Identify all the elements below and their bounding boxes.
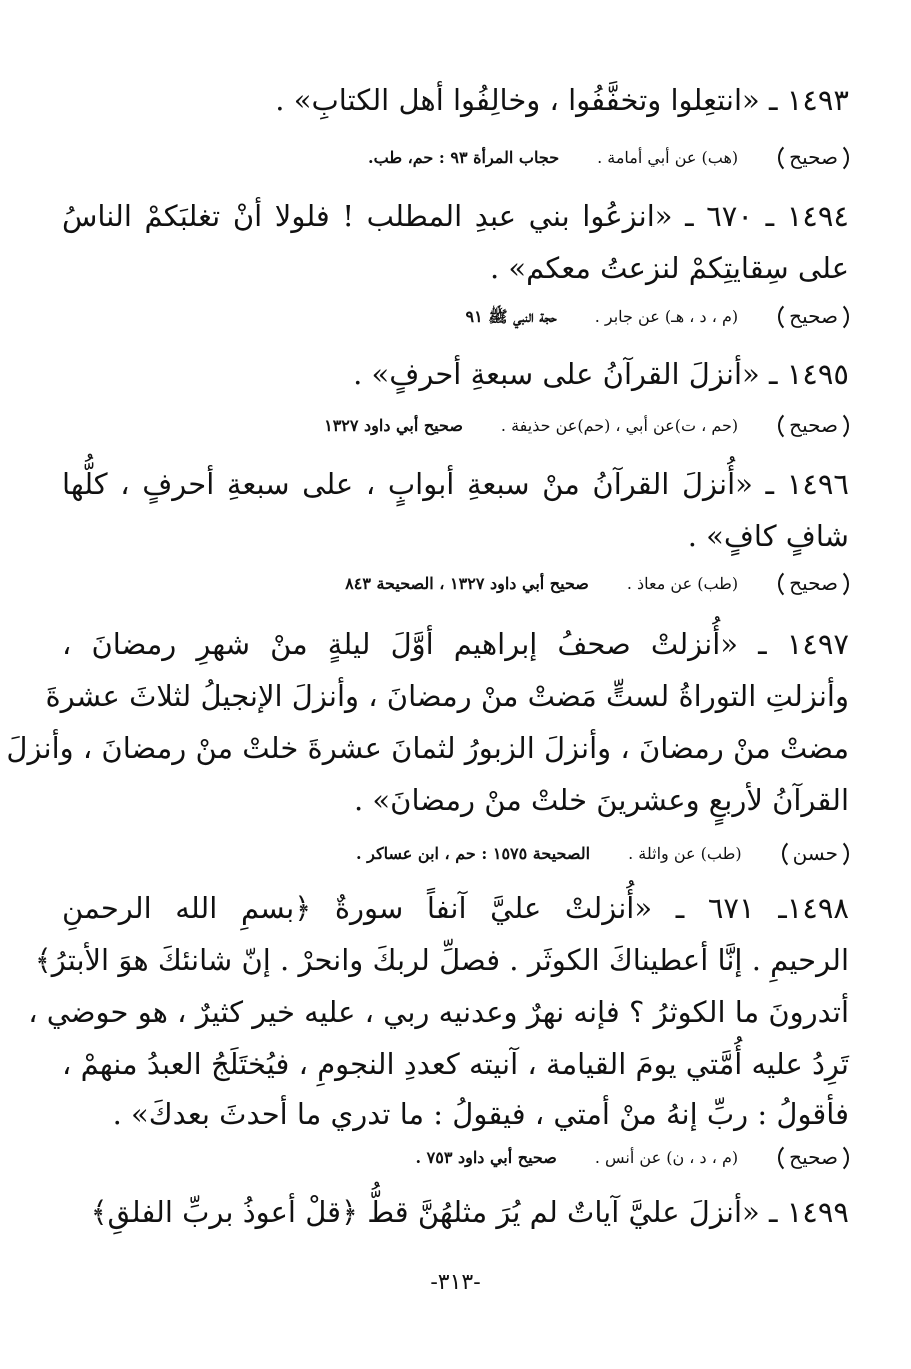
hadith-1493-source bbox=[62, 140, 849, 174]
hadith-1497-line-3: مضتْ منْ رمضانَ ، وأنزلَ الزبورُ لثمانَ عشرةَ خلتْ منْ رمضانَ ، وأنزلَ bbox=[6, 731, 849, 765]
hadith-1497-line-4: القرآنُ لأربعٍ وعشرينَ خلتْ منْ رمضانَ» . bbox=[354, 783, 849, 817]
grade-badge: صحيح bbox=[778, 142, 849, 174]
narrator-source: (حم ، ت)عن أبي ، (حم)عن حذيفة . bbox=[500, 415, 739, 435]
hadith-1498-line-3: أتدرونَ ما الكوثرُ ؟ فإنه نهرٌ وعدنيه ربي ، عليه خير كثيرٌ ، هو حوضي ، bbox=[28, 995, 849, 1029]
hadith-1496-line-1: ١٤٩٦ ـ «أُنزلَ القرآنُ منْ سبعةِ أبوابٍ ، على سبعةِ أحرفٍ ، كلُّها bbox=[62, 467, 849, 501]
narrator-source: (طب) عن واثلة . bbox=[628, 843, 742, 863]
reference: الصحيحة ١٥٧٥ : حم ، ابن عساكر . bbox=[356, 843, 591, 863]
reference: حجة النبي ﷺ ٩١ bbox=[465, 306, 557, 326]
page-number: -٣١٣- bbox=[430, 1270, 481, 1295]
narrator-source: (طب) عن معاذ . bbox=[626, 573, 739, 593]
grade-badge: صحيح bbox=[778, 568, 849, 600]
hadith-1496-source bbox=[62, 566, 849, 600]
hadith-1496-line-2: شافٍ كافٍ» . bbox=[687, 519, 849, 553]
hadith-1498-line-5: فأقولُ : ربِّ إنهُ منْ أمتي ، فيقولُ : ما تدري ما أحدثَ بعدكَ» . bbox=[112, 1097, 849, 1131]
hadith-1499-line-1: ١٤٩٩ ـ «أنزلَ عليَّ آياتٌ لم يُرَ مثلهُنَّ قطُّ ﴿قلْ أعوذُ بربِّ الفلقِ﴾ bbox=[90, 1195, 849, 1229]
narrator-source: (م ، د ، ن) عن أنس . bbox=[594, 1147, 739, 1167]
hadith-1493-line-1: ١٤٩٣ ـ «انتعِلوا وتخفَّفُوا ، وخالِفُوا أهل الكتابِ» . bbox=[275, 83, 849, 117]
hadith-1497-source bbox=[62, 836, 849, 870]
grade-badge: صحيح bbox=[778, 301, 849, 333]
grade-badge: حسن bbox=[782, 838, 849, 870]
reference: حجاب المرأة ٩٣ : حم، طب. bbox=[368, 147, 560, 167]
narrator-source: (م ، د ، هـ) عن جابر . bbox=[594, 306, 739, 326]
grade-badge: صحيح bbox=[778, 1142, 849, 1174]
hadith-1495-line-1: ١٤٩٥ ـ «أنزلَ القرآنُ على سبعةِ أحرفٍ» . bbox=[353, 357, 849, 391]
narrator-source: (هب) عن أبي أمامة . bbox=[597, 147, 739, 167]
reference: صحيح أبي داود ١٣٢٧ bbox=[324, 415, 463, 435]
reference: صحيح أبي داود ٧٥٣ . bbox=[415, 1147, 557, 1167]
hadith-1497-line-2: وأنزلتِ التوراةُ لستٍّ مَضتْ منْ رمضانَ ، وأنزلَ الإنجيلُ لثلاثَ عشرةَ bbox=[45, 679, 849, 713]
reference: صحيح أبي داود ١٣٢٧ ، الصحيحة ٨٤٣ bbox=[345, 573, 589, 593]
hadith-1498-line-1: ١٤٩٨ـ ٦٧١ ـ «أُنزلتْ عليَّ آنفاً سورةٌ ﴿بسمِ الله الرحمنِ bbox=[62, 891, 849, 925]
hadith-1494-line-2: على سِقايتِكمْ لنزعتُ معكم» . bbox=[489, 251, 849, 285]
hadith-1495-source bbox=[62, 408, 849, 442]
grade-badge: صحيح bbox=[778, 410, 849, 442]
hadith-1498-line-4: تَرِدُ عليه أُمَّتي يومَ القيامة ، آنيته كعددِ النجومِ ، فيُختَلَجُ العبدُ منهمْ ، bbox=[62, 1047, 849, 1081]
hadith-1498-line-2: الرحيمِ . إنَّا أعطيناكَ الكوثَر . فصلِّ لربكَ وانحرْ . إنّ شانئكَ هوَ الأبترُ﴾ bbox=[34, 943, 849, 977]
hadith-1494-source bbox=[62, 299, 849, 333]
hadith-1494-line-1: ١٤٩٤ ـ ٦٧٠ ـ «انزعُوا بني عبدِ المطلب ! فلولا أنْ تغلبَكمْ الناسُ bbox=[62, 199, 850, 233]
hadith-1497-line-1: ١٤٩٧ ـ «أُنزلتْ صحفُ إبراهيم أوَّلَ ليلةٍ منْ شهرِ رمضانَ ، bbox=[62, 627, 849, 661]
hadith-1498-source bbox=[62, 1140, 849, 1174]
